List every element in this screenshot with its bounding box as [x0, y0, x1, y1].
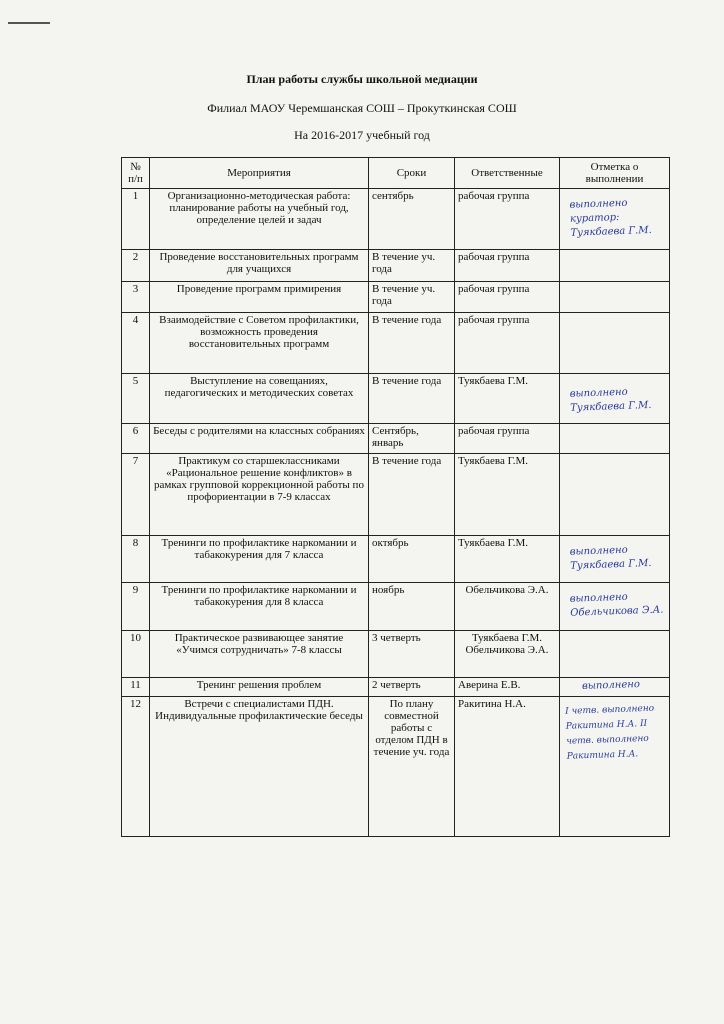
row-completion-mark: [560, 631, 670, 678]
row-completion-mark: [560, 282, 670, 313]
row-number: 5: [122, 374, 150, 424]
handwritten-note: выполнено: [581, 678, 641, 693]
row-responsible: Туякбаева Г.М.: [455, 454, 560, 536]
row-dates: 3 четверть: [369, 631, 455, 678]
row-responsible: рабочая группа: [455, 189, 560, 250]
row-responsible: рабочая группа: [455, 313, 560, 374]
row-activity: Проведение восстановительных программ для учащихся: [150, 250, 369, 282]
row-number: 12: [122, 697, 150, 837]
row-dates: сентябрь: [369, 189, 455, 250]
row-activity: Выступление на совещаниях, педагогических и методических советах: [150, 374, 369, 424]
row-completion-mark: [560, 374, 670, 424]
row-dates: В течение года: [369, 374, 455, 424]
column-header-number: № п/п: [122, 158, 150, 189]
column-header-dates: Сроки: [369, 158, 455, 189]
table-row: [122, 189, 670, 250]
table-row: [122, 631, 670, 678]
handwritten-note: выполнено Туякбаева Г.М.: [569, 544, 652, 572]
column-header-responsible: Ответственные: [455, 158, 560, 189]
row-completion-mark: [560, 424, 670, 454]
row-dates: В течение уч. года: [369, 282, 455, 313]
row-activity: Беседы с родителями на классных собраниях: [150, 424, 369, 454]
row-responsible: Туякбаева Г.М.: [455, 536, 560, 583]
row-activity: Тренинги по профилактике наркомании и табакокурения для 8 класса: [150, 583, 369, 631]
row-completion-mark: [560, 454, 670, 536]
row-activity: Практикум со старшеклассниками «Рациональное решение конфликтов» в рамках групповой коррекционной работы по профориентации в 7-9 классах: [150, 454, 369, 536]
row-number: 7: [122, 454, 150, 536]
row-number: 8: [122, 536, 150, 583]
handwritten-note: I четв. выполнено Ракитина Н.А. II четв. выполнено Ракитина Н.А.: [565, 703, 655, 762]
document-title: План работы службы школьной медиации: [246, 72, 478, 86]
row-activity: Встречи с специалистами ПДН. Индивидуальные профилактические беседы: [150, 697, 369, 837]
row-completion-mark: [560, 536, 670, 583]
row-number: 3: [122, 282, 150, 313]
row-activity: Практическое развивающее занятие «Учимся сотрудничать» 7-8 классы: [150, 631, 369, 678]
table-row: [122, 374, 670, 424]
column-header-completion: Отметка о выполнении: [560, 158, 670, 189]
handwritten-note: выполнено Туякбаева Г.М.: [569, 386, 652, 414]
plan-table: [121, 157, 670, 837]
row-responsible: рабочая группа: [455, 250, 560, 282]
row-responsible: Обельчикова Э.А.: [455, 583, 560, 631]
school-year: На 2016-2017 учебный год: [294, 128, 430, 142]
row-number: 10: [122, 631, 150, 678]
scan-mark: [8, 22, 50, 24]
row-activity: Взаимодействие с Советом профилактики, возможность проведения восстановительных программ: [150, 313, 369, 374]
row-completion-mark: [560, 583, 670, 631]
table-row: [122, 313, 670, 374]
row-responsible: Туякбаева Г.М.: [455, 374, 560, 424]
row-responsible: Туякбаева Г.М. Обельчикова Э.А.: [455, 631, 560, 678]
row-activity: Проведение программ примирения: [150, 282, 369, 313]
row-completion-mark: [560, 189, 670, 250]
row-number: 11: [122, 678, 150, 697]
row-number: 1: [122, 189, 150, 250]
row-dates: В течение года: [369, 313, 455, 374]
school-name: Филиал МАОУ Черемшанская СОШ – Прокуткинская СОШ: [207, 101, 517, 115]
handwritten-note: выполнено куратор: Туякбаева Г.М.: [569, 197, 652, 239]
row-dates: 2 четверть: [369, 678, 455, 697]
row-responsible: Ракитина Н.А.: [455, 697, 560, 837]
row-number: 9: [122, 583, 150, 631]
column-header-activity: Мероприятия: [150, 158, 369, 189]
row-dates: По плану совместной работы с отделом ПДН в течение уч. года: [369, 697, 455, 837]
table-row: [122, 250, 670, 282]
row-completion-mark: [560, 678, 670, 697]
row-dates: В течение года: [369, 454, 455, 536]
table-row: [122, 282, 670, 313]
row-activity: Организационно-методическая работа: планирование работы на учебный год, определение целей и задач: [150, 189, 369, 250]
row-dates: В течение уч. года: [369, 250, 455, 282]
table-row: [122, 536, 670, 583]
table-row: [122, 424, 670, 454]
row-number: 6: [122, 424, 150, 454]
row-responsible: Аверина Е.В.: [455, 678, 560, 697]
table-row: [122, 678, 670, 697]
table-row: [122, 583, 670, 631]
row-number: 2: [122, 250, 150, 282]
row-activity: Тренинги по профилактике наркомании и табакокурения для 7 класса: [150, 536, 369, 583]
row-dates: октябрь: [369, 536, 455, 583]
row-completion-mark: [560, 313, 670, 374]
row-completion-mark: [560, 697, 670, 837]
row-activity: Тренинг решения проблем: [150, 678, 369, 697]
row-completion-mark: [560, 250, 670, 282]
row-dates: Сентябрь, январь: [369, 424, 455, 454]
row-dates: ноябрь: [369, 583, 455, 631]
row-responsible: рабочая группа: [455, 424, 560, 454]
row-number: 4: [122, 313, 150, 374]
row-responsible: рабочая группа: [455, 282, 560, 313]
handwritten-note: выполнено Обельчикова Э.А.: [569, 591, 664, 619]
table-row: [122, 697, 670, 837]
table-row: [122, 454, 670, 536]
table-header-row: [122, 158, 670, 189]
